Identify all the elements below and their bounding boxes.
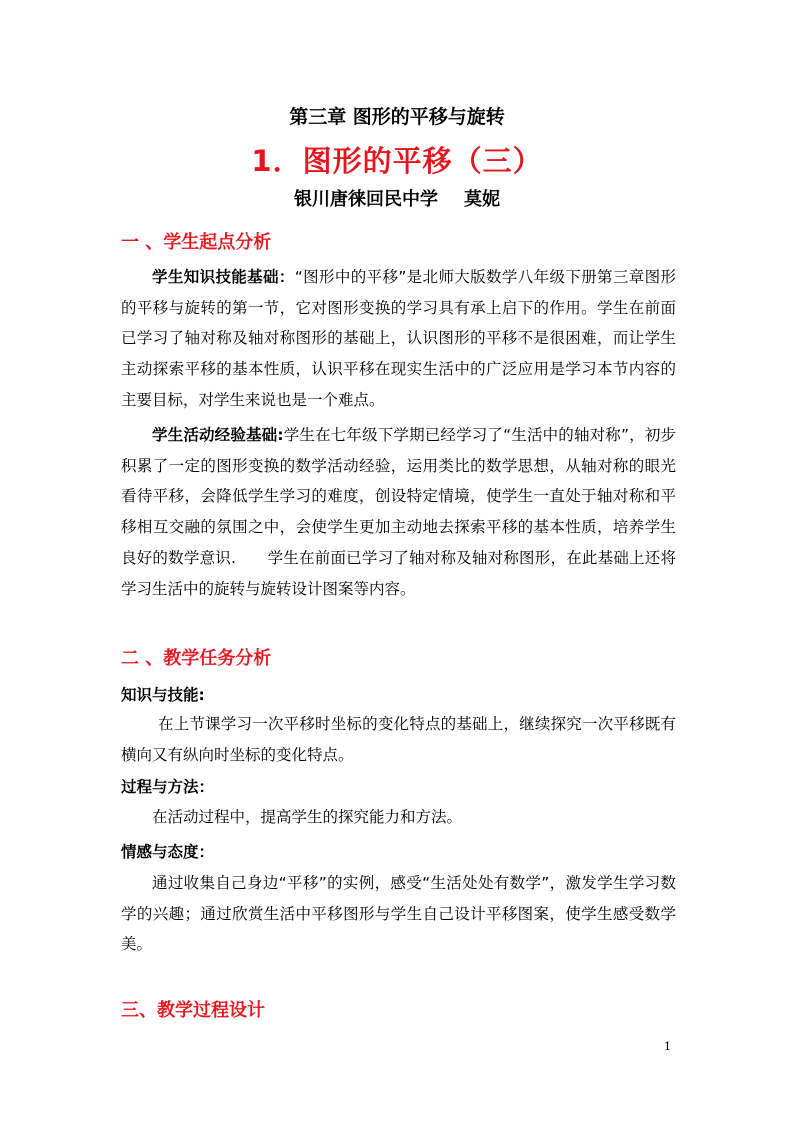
section-1-heading: 一 、学生起点分析: [121, 232, 272, 253]
section-2-heading: 二 、教学任务分析: [121, 648, 272, 669]
knowledge-skills-text: 在上节课学习一次平移时坐标的变化特点的基础上，继续探究一次平移既有横向又有纵向时坐标的变化特点。: [121, 715, 676, 764]
process-methods-text: 在活动过程中，提高学生的探究能力和方法。: [152, 808, 463, 826]
paragraph-lead: 学生活动经验基础:: [152, 426, 284, 444]
paragraph-activity-basis: [121, 420, 676, 604]
section-3-heading: 三、教学过程设计: [121, 1000, 265, 1021]
knowledge-skills-label: 知识与技能:: [121, 686, 205, 704]
chapter-title: 第三章 图形的平移与旋转: [289, 106, 505, 128]
emotion-attitude-label: 情感与态度：: [121, 843, 215, 861]
emotion-attitude-text: 通过收集自己身边“平移”的实例，感受“生活处处有数学”，激发学生学习数学的兴趣；通过欣赏生活中平移图形与学生自己设计平移图案，使学生感受数学美。: [121, 874, 676, 954]
paragraph-text: “图形中的平移”是北师大版数学八年级下册第三章图形的平移与旋转的第一节，它对图形变换的学习具有承上启下的作用。学生在前面已学习了轴对称及轴对称图形的基础上，认识图形的平移不是很困难，而让学生主动探索平移的基本性质，认识平移在现实生活中的广泛应用是学习本节内容的主要目标，对学生来说也是一个难点。: [121, 268, 676, 409]
paragraph-text: 学生在七年级下学期已经学习了“生活中的轴对称”，初步积累了一定的图形变换的数学活动经验，运用类比的数学思想，从轴对称的眼光看待平移，会降低学生学习的难度，创设特定情境，使学生一直处于轴对称和平移相互交融的氛围之中，会使学生更加主动地去探索平移的基本性质，培养学生良好的数学意识. 学生在前面已学习了轴对称及轴对称图形，在此基础上还将学习生活中的旋转与旋转设计图案等内容。: [121, 426, 677, 598]
lesson-title: 1．图形的平移（三）: [251, 144, 543, 178]
author-name: 莫妮: [464, 189, 500, 210]
school-name: 银川唐徕回民中学: [294, 189, 438, 210]
paragraph-knowledge-basis: [121, 262, 676, 416]
page-number: 1: [664, 1040, 671, 1053]
paragraph-lead: 学生知识技能基础：: [152, 268, 295, 286]
process-methods-label: 过程与方法：: [121, 778, 215, 796]
author-line: [0, 186, 794, 214]
